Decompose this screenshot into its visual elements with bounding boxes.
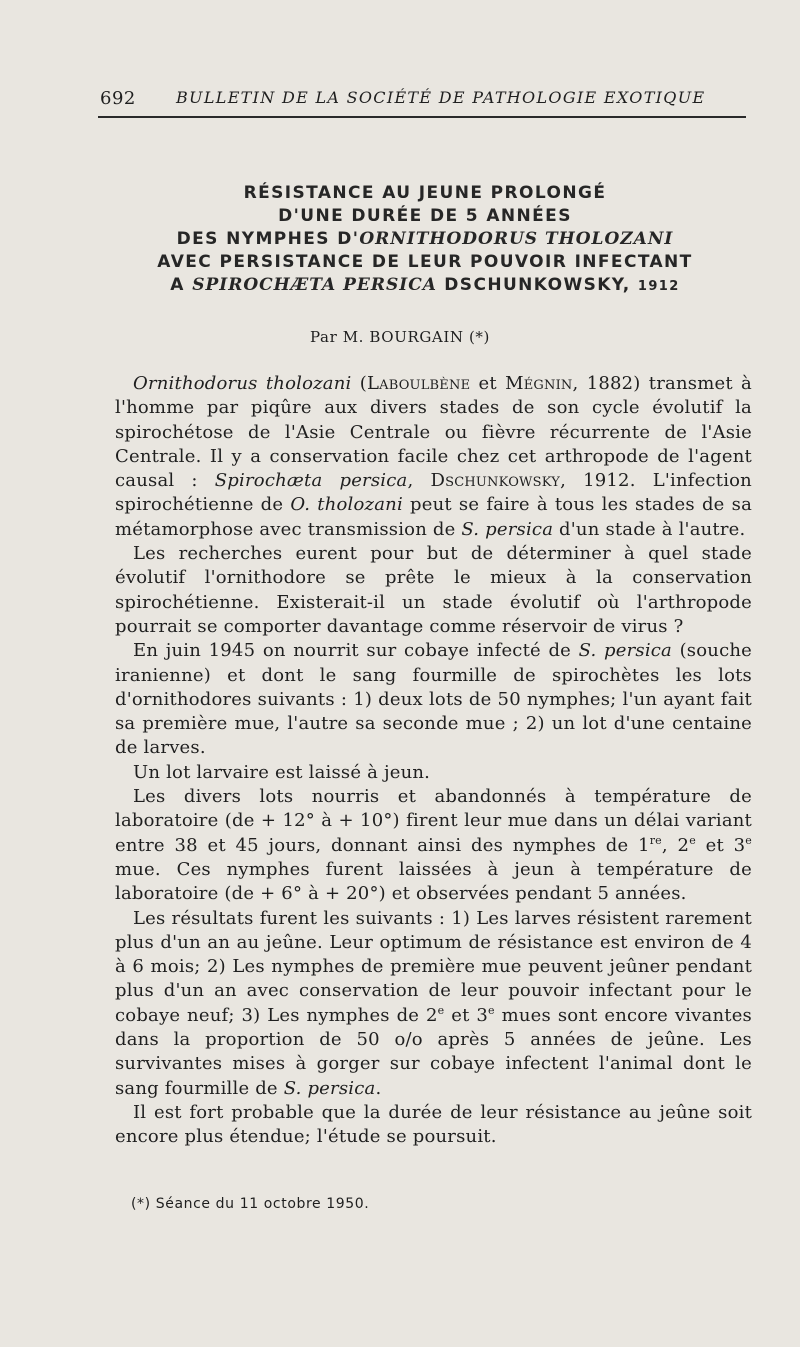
article-title bbox=[105, 182, 745, 298]
superscript: re bbox=[649, 833, 662, 847]
title-agent: SPIROCHÆTA PERSICA bbox=[192, 275, 437, 295]
author-name: Laboulbène bbox=[366, 373, 471, 394]
text-run: mue. Ces nymphes furent laissées à jeun à température de laboratoire (de + 6° à + 20°) et observées pendant 5 années. bbox=[115, 858, 752, 905]
running-head: BULLETIN DE LA SOCIÉTÉ DE PATHOLOGIE EXOTIQUE bbox=[176, 88, 706, 107]
paragraph-7: Il est fort probable que la durée de leur résistance au jeûne soit encore plus étendue; l'étude se poursuit. bbox=[115, 1101, 752, 1148]
title-line-3-prefix: DES NYMPHES D' bbox=[176, 229, 360, 249]
paragraph-4: Un lot larvaire est laissé à jeun. bbox=[133, 761, 431, 783]
title-year: 1912 bbox=[637, 279, 680, 294]
text-run: , bbox=[407, 470, 431, 492]
page-header bbox=[0, 86, 800, 116]
agent-name: S. persica bbox=[283, 1077, 376, 1099]
text-run: et bbox=[470, 373, 506, 394]
title-line-5-prefix: A bbox=[170, 275, 193, 295]
text-run: Les divers lots nourris et abandonnés à température de laboratoire (de + 12° à + 10°) firent leur mue dans un délai variant entre 38 et 45 jours, donnant ainsi des nymphes de 1 bbox=[115, 786, 752, 856]
text-run: Les résultats furent les suivants : 1) Les larves résistent rarement plus d'un an au jeûne. Leur optimum de résistance est environ de 4 à 6 mois; 2) Les nymphes de première mue peuvent jeûner pendant plus d'un an avec conservation de leur pouvoir infectant pour le cobaye neuf; 3) Les nymphes de 2 bbox=[115, 907, 752, 1026]
paragraph-2: Les recherches eurent pour but de déterminer à quel stade évolutif l'ornithodore se prête le mieux à la conservation spirochétienne. Existerait-il un stade évolutif où l'arthropode pourrait se comporter davantage comme réservoir de virus ? bbox=[115, 543, 752, 637]
text-run: d'un stade à l'autre. bbox=[553, 518, 746, 540]
agent-name: S. persica bbox=[578, 640, 672, 662]
author-name: Mégnin bbox=[505, 373, 573, 394]
paragraph-5 bbox=[115, 785, 752, 906]
header-rule bbox=[98, 116, 746, 118]
title-line-1: RÉSISTANCE AU JEUNE PROLONGÉ bbox=[243, 183, 607, 203]
footnote: (*) Séance du 11 octobre 1950. bbox=[131, 1196, 370, 1212]
author-name: Dschunkowsky bbox=[430, 470, 561, 492]
species-name: O. tholozani bbox=[290, 494, 403, 516]
paragraph-1 bbox=[115, 372, 752, 542]
title-line-5-suffix: DSCHUNKOWSKY, bbox=[436, 275, 638, 295]
paragraph-3 bbox=[115, 639, 752, 760]
agent-name: Spirochæta persica bbox=[214, 470, 408, 492]
text-run: et 3 bbox=[444, 1004, 489, 1026]
title-line-3 bbox=[105, 228, 745, 251]
superscript: e bbox=[745, 833, 753, 847]
title-line-5 bbox=[105, 274, 745, 298]
title-line-2: D'UNE DURÉE DE 5 ANNÉES bbox=[278, 206, 572, 226]
superscript: e bbox=[488, 1003, 495, 1017]
paragraph-6 bbox=[115, 907, 752, 1101]
text-run: et 3 bbox=[695, 834, 746, 856]
byline: Par M. BOURGAIN (*) bbox=[310, 328, 490, 346]
text-run: , 2 bbox=[661, 834, 690, 856]
text-run: ( bbox=[351, 373, 367, 394]
text-run: (souche iranienne) et dont le sang fourmille de spirochètes les lots d'ornithodores suivants : 1) deux lots de 50 nymphes; l'un ayant fait sa première mue, l'autre sa seconde mue ; 2) un lot d'une centaine de larves. bbox=[115, 640, 752, 759]
text-run: mues sont encore vivantes dans la proportion de 50 o/o après 5 années de jeûne. Les survivantes mises à gorger sur cobaye infectent l'animal dont le sang fourmille de bbox=[115, 1004, 752, 1099]
superscript: e bbox=[437, 1003, 445, 1017]
species-name: Ornithodorus tholozani bbox=[133, 373, 352, 394]
text-run: peut se faire à tous les stades de sa métamorphose avec transmission de bbox=[115, 494, 753, 540]
text-run: , 1912. L'infection spirochétienne de bbox=[115, 470, 752, 516]
page-number: 692 bbox=[100, 88, 136, 109]
article-body bbox=[115, 372, 752, 1150]
title-line-4: AVEC PERSISTANCE DE LEUR POUVOIR INFECTANT bbox=[157, 252, 693, 272]
text-run: . bbox=[375, 1077, 382, 1099]
title-species: ORNITHODORUS THOLOZANI bbox=[359, 229, 674, 249]
superscript: e bbox=[689, 833, 696, 847]
text-run: En juin 1945 on nourrit sur cobaye infecté de bbox=[133, 640, 579, 662]
text-run: , 1882) transmet à l'homme par piqûre aux divers stades de son cycle évolutif la spirochétose de l'Asie Centrale ou fièvre récurrente de l'Asie Centrale. Il y a conservation facile chez cet arthropode de l'agent causal : bbox=[115, 373, 752, 492]
agent-name: S. persica bbox=[461, 518, 554, 540]
